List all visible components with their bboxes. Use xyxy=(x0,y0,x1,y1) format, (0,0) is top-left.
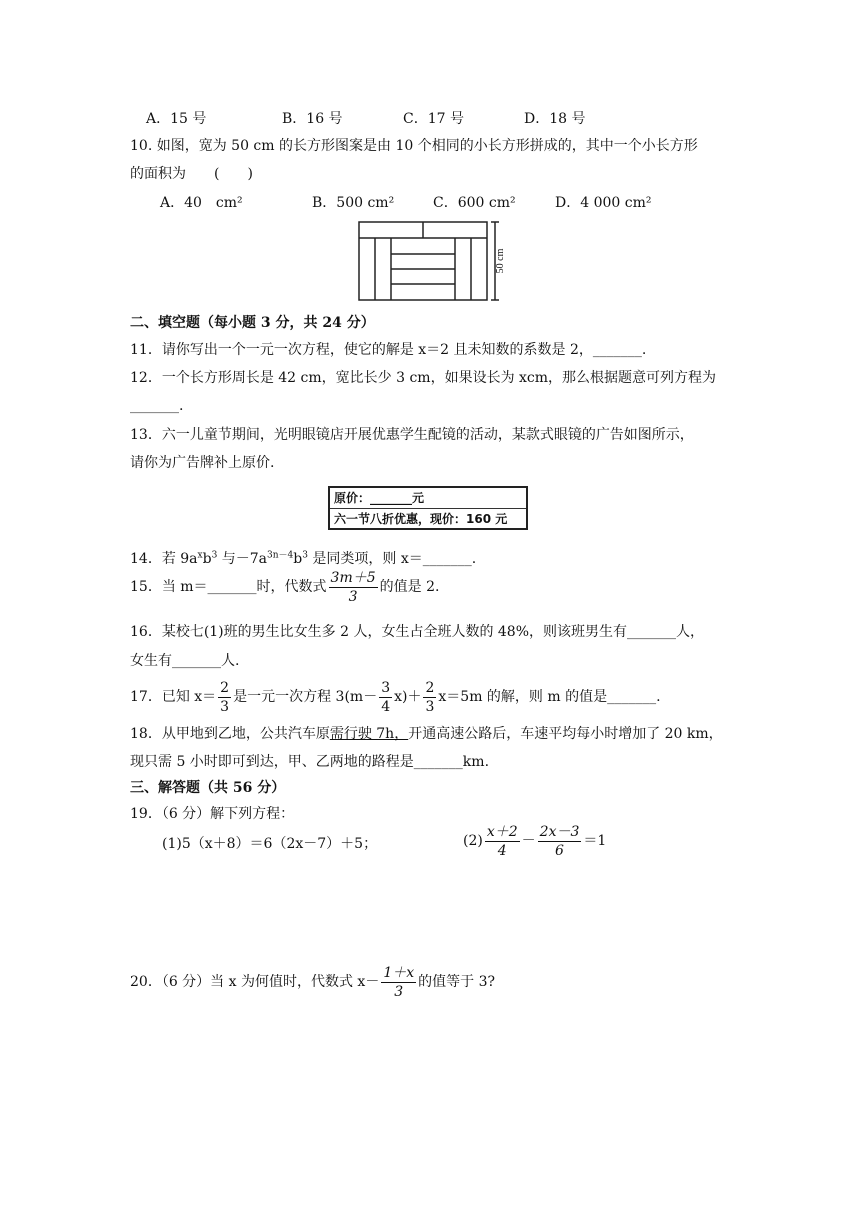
q13-line1: 13．六一儿童节期间，光明眼镜店开展优惠学生配镜的活动，某款式眼镜的广告如图所示， xyxy=(130,427,694,443)
glasses-ad-sign xyxy=(328,486,528,530)
section-2-heading: 二、填空题（每小题 3 分，共 24 分） xyxy=(130,315,375,331)
q19-title: 19．（6 分）解下列方程： xyxy=(130,806,295,822)
q19-part2: (2) $\frac{x+2}{4}$ － $\frac{2x-3}{6}$ ＝1 xyxy=(463,823,607,859)
q16-line2: 女生有_______人. xyxy=(130,653,240,669)
q10-option-b: B．500 cm² xyxy=(312,195,395,211)
q15: 15．当 m＝_______时，代数式 $\frac{3m+5}{3}$ 的值是 2. xyxy=(130,569,440,605)
q9-option-d: D．18 号 xyxy=(524,111,586,127)
ad-original-price: 原价：_______元 xyxy=(330,488,526,509)
q12-line2: _______. xyxy=(130,398,184,414)
section-3-heading: 三、解答题（共 56 分） xyxy=(130,780,286,796)
q11: 11．请你写出一个一元一次方程，使它的解是 x＝2 且未知数的系数是 2，_______. xyxy=(130,342,647,358)
figure-width-label: 50 cm xyxy=(495,248,506,274)
q20: 20．（6 分）当 x 为何值时，代数式 x－ $\frac{1+x}{3}$ 的值等于 3? xyxy=(130,964,496,1000)
rectangle-pattern-figure xyxy=(355,218,515,304)
q9-option-c: C．17 号 xyxy=(403,111,464,127)
q9-option-b: B．16 号 xyxy=(282,111,343,127)
q10-option-a: A．40 cm² xyxy=(160,195,243,211)
q19-part1: (1)5（x＋8）＝6（2x－7）＋5； xyxy=(162,836,378,852)
q12-line1: 12．一个长方形周长是 42 cm，宽比长少 3 cm，如果设长为 xcm，那么根据题意可列方程为 xyxy=(130,370,717,386)
q14: 14．若 $9a^xb^3$ 与$-7a^{3n-4}b^3$ 是同类项，则 x＝_______. xyxy=(130,550,477,567)
q16-line1: 16．某校七(1)班的男生比女生多 2 人，女生占全班人数的 48%，则该班男生有_______人， xyxy=(130,624,705,640)
q10-line1: 10. 如图，宽为 50 cm 的长方形图案是由 10 个相同的小长方形拼成的，其中一个小长方形 xyxy=(130,138,698,154)
q18-line2: 现只需 5 小时即可到达，甲、乙两地的路程是_______km. xyxy=(130,754,490,770)
q10-option-c: C．600 cm² xyxy=(433,195,516,211)
q15-fraction: $\frac{3m+5}{3}$ xyxy=(330,569,376,605)
ad-discount-price: 六一节八折优惠，现价：160 元 xyxy=(334,512,508,526)
q18-line1: 18．从甲地到乙地，公共汽车原需行驶 7h，开通高速公路后，车速平均每小时增加了 20 km， xyxy=(130,726,723,742)
q17: 17．已知 x＝ $\frac{2}{3}$ 是一元一次方程 3(m－ $\frac{3}{4}$ x)＋ $\frac{2}{3}$ x＝5m 的解，则 m 的值是_______. xyxy=(130,679,661,715)
q10-option-d: D．4 000 cm² xyxy=(555,195,652,211)
q10-line2: 的面积为 ( ) xyxy=(130,166,253,182)
q9-option-a: A．15 号 xyxy=(146,111,207,127)
q13-line2: 请你为广告牌补上原价. xyxy=(130,455,275,471)
